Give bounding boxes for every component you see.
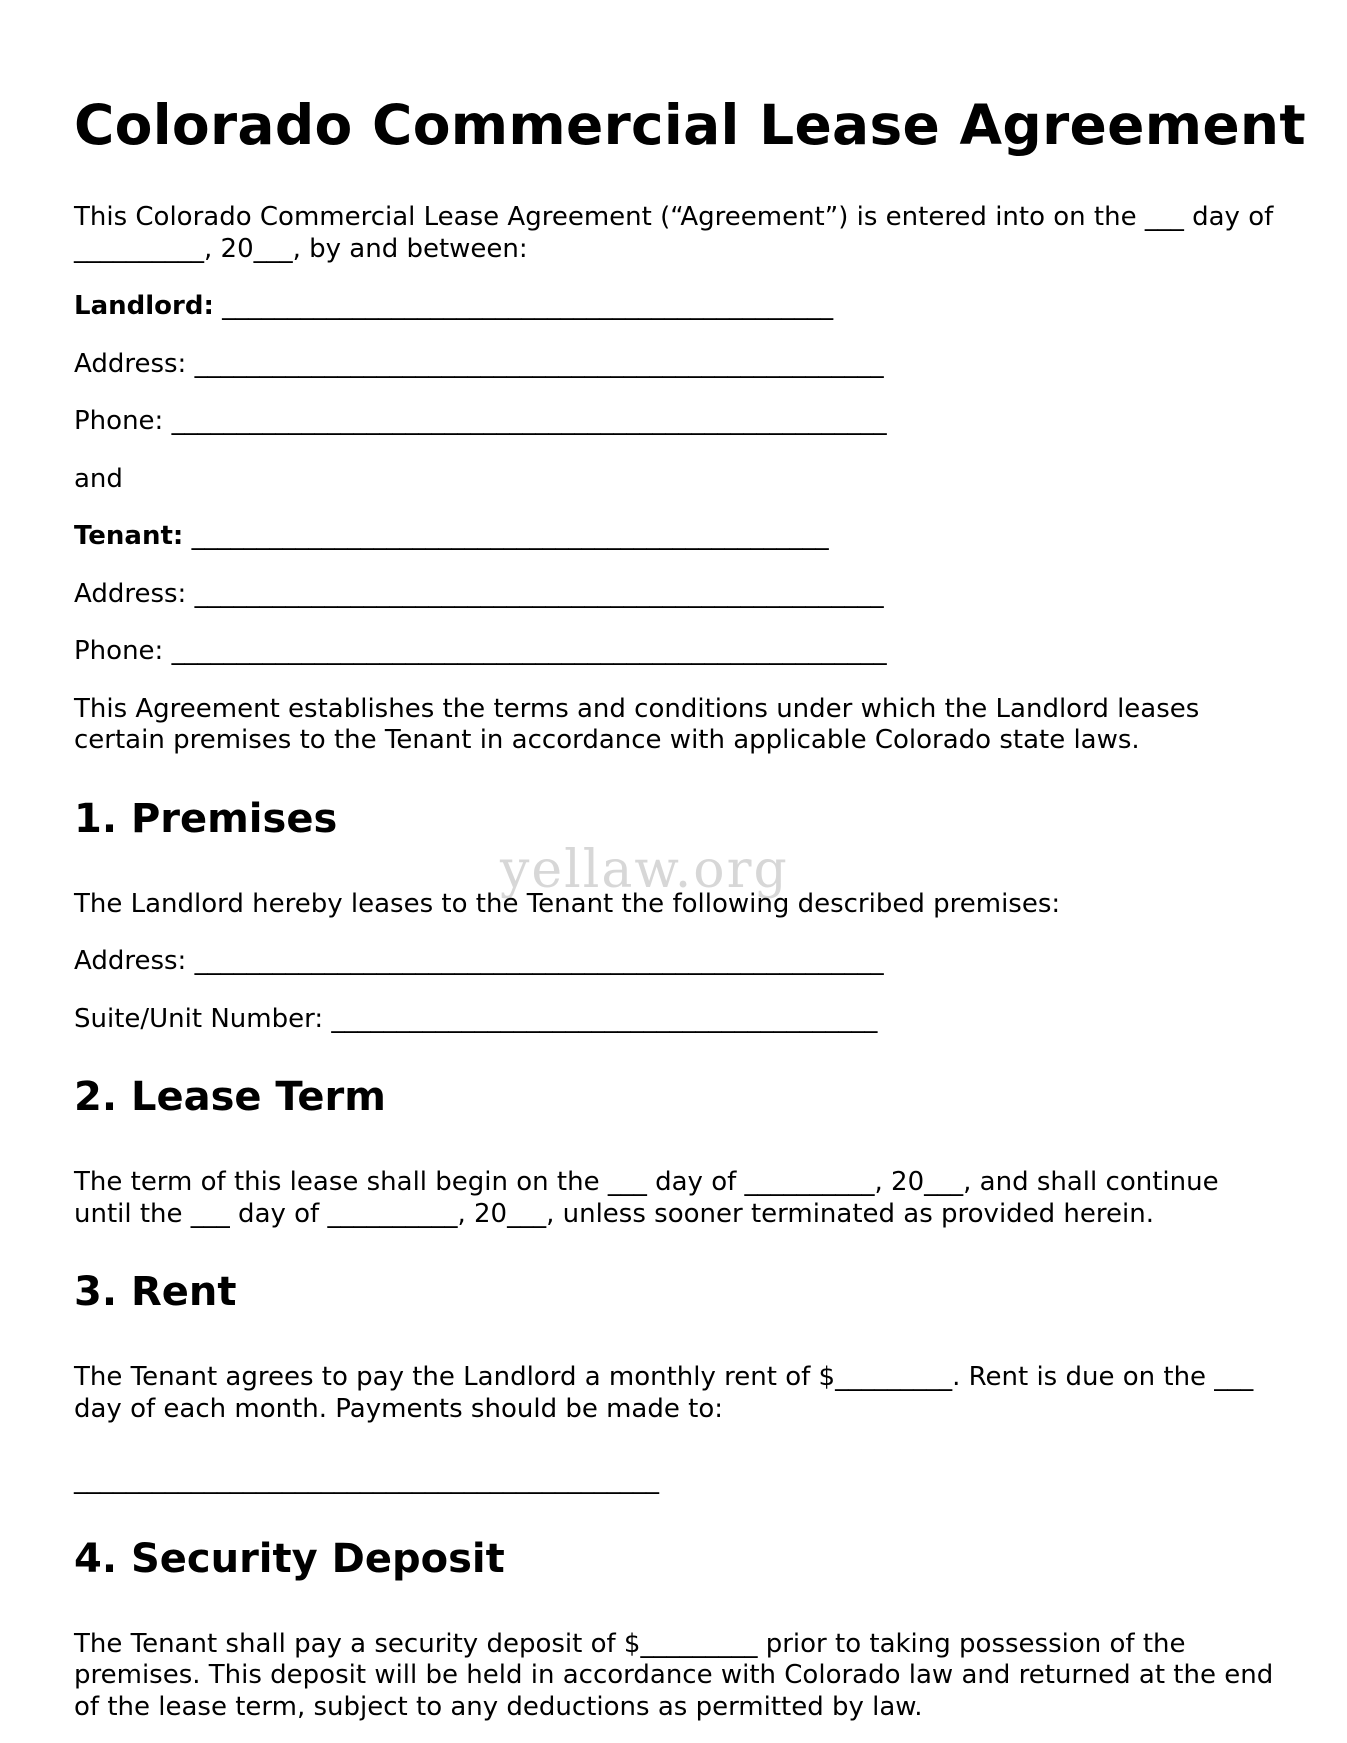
section-rent-heading: 3. Rent: [74, 1269, 237, 1315]
landlord-address-blank[interactable]: _____________________________________________________: [186, 348, 884, 379]
tenant-blank[interactable]: _________________________________________________: [183, 521, 829, 551]
landlord-phone-line: [74, 406, 1284, 438]
tenant-address-label: Address:: [74, 578, 187, 609]
tenant-phone-line: [74, 636, 1284, 668]
intro-paragraph: This Colorado Commercial Lease Agreement (“Agreement”) is entered into on the ___ day of __________, 20___, by and between:: [74, 202, 1274, 264]
page-title: Colorado Commercial Lease Agreement: [74, 93, 1306, 157]
tenant-line: [74, 521, 1284, 553]
tenant-address-blank[interactable]: _____________________________________________________: [186, 578, 884, 609]
premises-address-label: Address:: [74, 946, 187, 976]
premises-paragraph: The Landlord hereby leases to the Tenant the following described premises:: [74, 888, 1061, 919]
watermark: yellaw.org: [500, 840, 789, 900]
section-lease-term-heading: 2. Lease Term: [74, 1074, 386, 1120]
landlord-phone-label: Phone:: [74, 406, 164, 436]
tenant-address-line: [74, 579, 1284, 611]
document-page: [74, 92, 1306, 1723]
and-text: and: [74, 463, 123, 494]
section-premises-heading: 1. Premises: [74, 795, 338, 842]
landlord-label: Landlord:: [74, 291, 214, 321]
tenant-phone-blank[interactable]: _______________________________________________________: [163, 636, 887, 666]
security-deposit-paragraph: The Tenant shall pay a security deposit of $_________ prior to taking possession of the premises. This deposit will be held in accordance with Colorado law and returned at the end of the lease term, subject to any deductions as permitted by law.: [74, 1628, 1274, 1722]
tenant-phone-label: Phone:: [74, 636, 164, 666]
premises-address-blank[interactable]: _____________________________________________________: [186, 946, 884, 976]
section-security-deposit-heading: 4. Security Deposit: [74, 1535, 505, 1582]
tenant-label: Tenant:: [74, 521, 184, 551]
landlord-line: [74, 291, 1284, 323]
landlord-address-line: [74, 349, 1284, 381]
premises-suite-blank[interactable]: __________________________________________: [323, 1003, 878, 1034]
premises-address-line: [74, 946, 1284, 978]
landlord-blank[interactable]: _______________________________________________: [213, 291, 834, 321]
rent-payee-blank[interactable]: _____________________________________________: [74, 1465, 659, 1495]
premises-suite-line: [74, 1004, 1284, 1036]
landlord-address-label: Address:: [74, 348, 187, 379]
lease-term-paragraph: The term of this lease shall begin on the ___ day of __________, 20___, and shall continue until the ___ day of __________, 20___, unless sooner terminated as provided herein.: [74, 1167, 1219, 1229]
rent-paragraph: The Tenant agrees to pay the Landlord a monthly rent of $_________. Rent is due on the ___ day of each month. Payments should be made to:: [74, 1362, 1254, 1424]
premises-suite-label: Suite/Unit Number:: [74, 1003, 324, 1034]
establish-paragraph: This Agreement establishes the terms and conditions under which the Landlord leases certain premises to the Tenant in accordance with applicable Colorado state laws.: [74, 693, 1200, 755]
landlord-phone-blank[interactable]: _______________________________________________________: [163, 406, 887, 436]
